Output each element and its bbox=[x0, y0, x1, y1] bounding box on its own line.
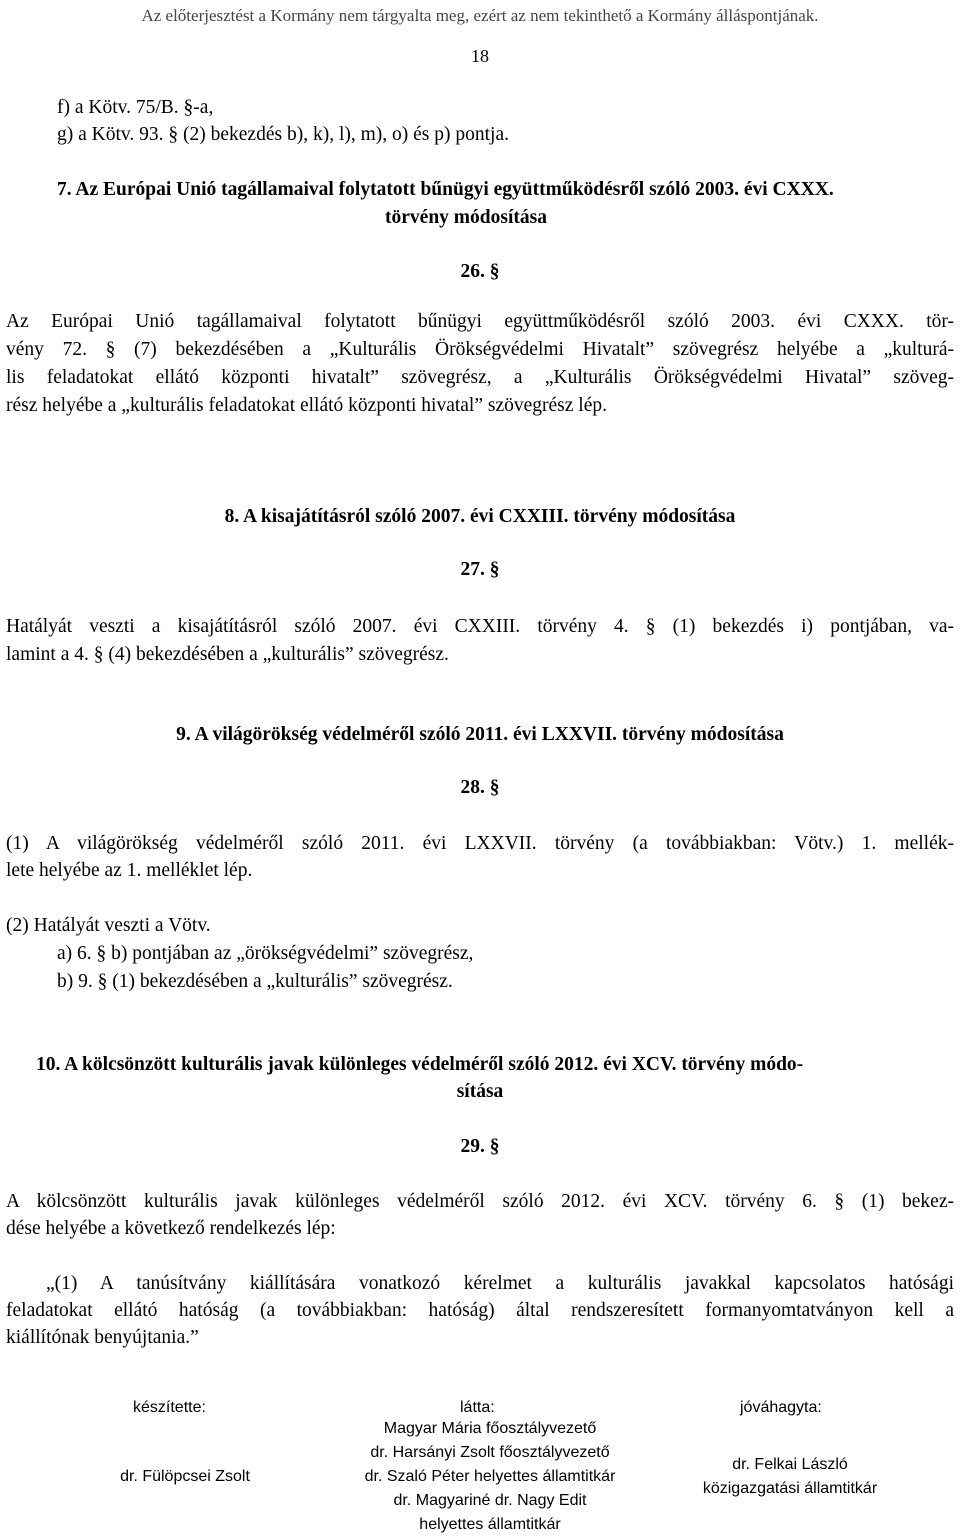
draft-notice-header: Az előterjesztést a Kormány nem tárgyalta meg, ezért az nem tekinthető a Kormány álláspontjának. bbox=[141, 6, 819, 25]
section-9-para2-line1: (2) Hatályát veszti a Vötv. bbox=[6, 915, 211, 936]
approved-by-label: jóváhagyta: bbox=[740, 1399, 822, 1416]
section-9-item-b: b) 9. § (1) bekezdésében a „kulturális” szövegrész. bbox=[57, 971, 453, 992]
seen-by-label: látta: bbox=[460, 1399, 495, 1416]
section-8-paragraph-number: 27. § bbox=[460, 559, 500, 580]
prepared-by-label: készítette: bbox=[133, 1399, 206, 1416]
seen-by-name-5: helyettes államtitkár bbox=[419, 1516, 561, 1533]
approved-by-name: dr. Felkai László bbox=[732, 1456, 848, 1473]
section-10-heading-line2: sítása bbox=[456, 1081, 504, 1102]
section-10-quote-line1: „(1) A tanúsítvány kiállítására vonatkozó kérelmet a kulturális javakkal kapcsolatos hatósági bbox=[46, 1273, 954, 1294]
section-8-text-line1: Hatályát veszti a kisajátításról szóló 2007. évi CXXIII. törvény 4. § (1) bekezdés i) pontjában, va- bbox=[6, 616, 954, 637]
prepared-by-name: dr. Fülöpcsei Zsolt bbox=[120, 1468, 250, 1485]
list-item-g: g) a Kötv. 93. § (2) bekezdés b), k), l), m), o) és p) pontja. bbox=[57, 124, 509, 145]
section-8-heading: 8. A kisajátításról szóló 2007. évi CXXIII. törvény módosítása bbox=[224, 506, 736, 527]
section-9-paragraph-number: 28. § bbox=[460, 777, 500, 798]
section-7-paragraph-number: 26. § bbox=[460, 261, 500, 282]
section-9-heading: 9. A világörökség védelméről szóló 2011. évi LXXVII. törvény módosítása bbox=[176, 724, 784, 745]
section-7-text-line2: vény 72. § (7) bekezdésében a „Kulturális Örökségvédelmi Hivatalt” szövegrész helyébe a „kulturá- bbox=[6, 339, 954, 360]
section-7-heading-line2: törvény módosítása bbox=[385, 207, 547, 228]
section-10-quote-line2: feladatokat ellátó hatóság (a továbbiakban: hatóság) által rendszeresített formanyomtatványon kell a bbox=[6, 1300, 954, 1321]
seen-by-names bbox=[320, 1417, 660, 1537]
section-9-para1-line1: (1) A világörökség védelméről szóló 2011. évi LXXVII. törvény (a továbbiakban: Vötv.) 1. mellék- bbox=[6, 833, 954, 854]
section-7-text-line4: rész helyébe a „kulturális feladatokat ellátó központi hivatal” szövegrész lép. bbox=[6, 395, 607, 416]
seen-by-name-4: dr. Magyariné dr. Nagy Edit bbox=[393, 1492, 587, 1509]
prepared-by-names bbox=[60, 1465, 310, 1489]
section-8-text-line2: lamint a 4. § (4) bekezdésében a „kulturális” szövegrész. bbox=[6, 644, 449, 665]
section-7-text-line1: Az Európai Unió tagállamaival folytatott bűnügyi együttműködésről szóló 2003. évi CXXX. tör- bbox=[6, 311, 954, 332]
list-item-f: f) a Kötv. 75/B. §-a, bbox=[57, 97, 214, 118]
seen-by-name-3: dr. Szaló Péter helyettes államtitkár bbox=[364, 1468, 616, 1485]
section-7-text-line3: lis feladatokat ellátó központi hivatalt” szövegrész, a „Kulturális Örökségvédelmi Hivatal” szöveg- bbox=[6, 367, 954, 388]
approved-by-title: közigazgatási államtitkár bbox=[702, 1480, 878, 1497]
section-10-para1-line2: dése helyébe a következő rendelkezés lép: bbox=[6, 1218, 336, 1239]
seen-by-name-1: Magyar Mária főosztályvezető bbox=[383, 1420, 597, 1437]
page-number: 18 bbox=[471, 46, 489, 66]
section-10-para1-line1: A kölcsönzött kulturális javak különleges védelméről szóló 2012. évi XCV. törvény 6. § (1) bekez- bbox=[6, 1191, 954, 1212]
section-10-quote-line3: kiállítónak benyújtania.” bbox=[6, 1327, 199, 1348]
section-10-paragraph-number: 29. § bbox=[460, 1136, 500, 1157]
section-7-heading-line1: 7. Az Európai Unió tagállamaival folytatott bűnügyi együttműködésről szóló 2003. évi CXXX. bbox=[57, 179, 834, 200]
seen-by-name-2: dr. Harsányi Zsolt főosztályvezető bbox=[370, 1444, 610, 1461]
section-10-heading-line1: 10. A kölcsönzött kulturális javak különleges védelméről szóló 2012. évi XCV. törvény módo- bbox=[36, 1054, 804, 1075]
approved-by-names bbox=[670, 1453, 910, 1501]
section-9-item-a: a) 6. § b) pontjában az „örökségvédelmi” szövegrész, bbox=[57, 943, 474, 964]
section-9-para1-line2: lete helyébe az 1. melléklet lép. bbox=[6, 860, 253, 881]
